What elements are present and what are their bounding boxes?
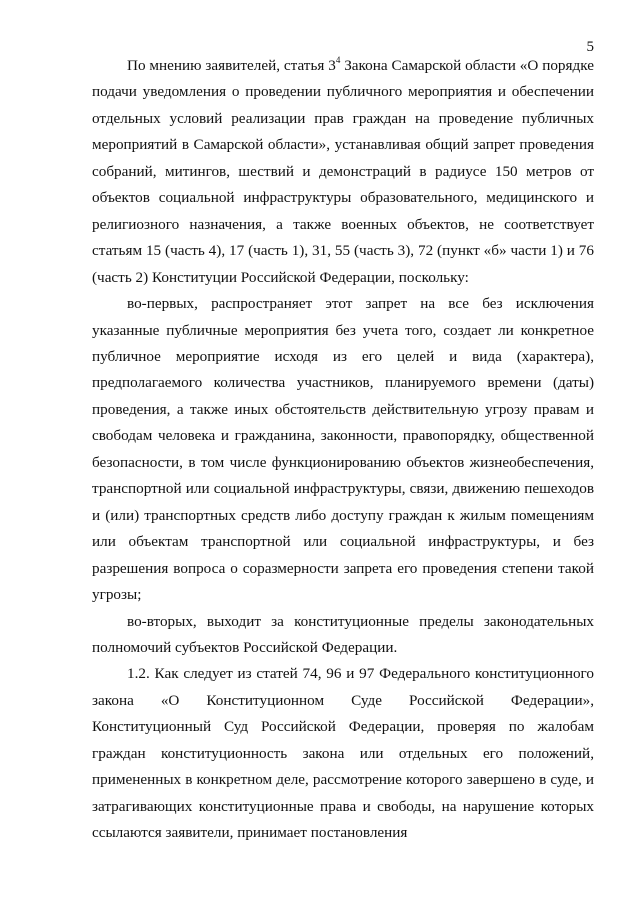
document-body (92, 53, 594, 847)
page-number: 5 (586, 39, 594, 55)
paragraph-text-start: По мнению заявителей, статья 3 (127, 57, 336, 74)
paragraph-first-reason: во-первых, распространяет этот запрет на все без исключения указанные публичные мероприятия без учета того, создает ли конкретное публичное мероприятие исходя из его целей и вида (характера), предполагаемого количества участников, планируемого времени (даты) проведения, а также иных обстоятельств действительную угрозу правам и свободам человека и гражданина, законности, правопорядку, общественной безопасности, в том числе функционированию объектов жизнеобеспечения, транспортной или социальной инфраструктуры, связи, движению пешеходов и (или) транспортных средств либо доступу граждан к жилым помещениям или объектам транспортной или социальной инфраструктуры, и без разрешения вопроса о соразмерности запрета его проведения степени такой угрозы; (92, 295, 594, 604)
article-superscript: 4 (335, 54, 341, 65)
paragraph-second-reason: во-вторых, выходит за конституционные пределы законодательных полномочий субъектов Российской Федерации. (92, 612, 594, 656)
paragraph-statement (92, 53, 594, 291)
paragraph-section-1-2: 1.2. Как следует из статей 74, 96 и 97 Федерального конституционного закона «О Конституционном Суде Российской Федерации», Конституционный Суд Российской Федерации, проверяя по жалобам граждан конституционность закона или отдельных его положений, примененных в конкретном деле, рассмотрение которого завершено в суде, и затрагивающих конституционные права и свободы, на нарушение которых ссылаются заявители, принимает постановления (92, 665, 594, 842)
paragraph-text-end: Закона Самарской области «О порядке подачи уведомления о проведении публичного мероприятия и обеспечении отдельных условий реализации прав граждан на проведение публичных мероприятий в Самарской области», устанавливая общий запрет проведения собраний, митингов, шествий и демонстраций в радиусе 150 метров от объектов социальной инфраструктуры образовательного, медицинского и религиозного назначения, а также военных объектов, не соответствует статьям 15 (часть 4), 17 (часть 1), 31, 55 (часть 3), 72 (пункт «б» части 1) и 76 (часть 2) Конституции Российской Федерации, поскольку: (92, 57, 594, 286)
